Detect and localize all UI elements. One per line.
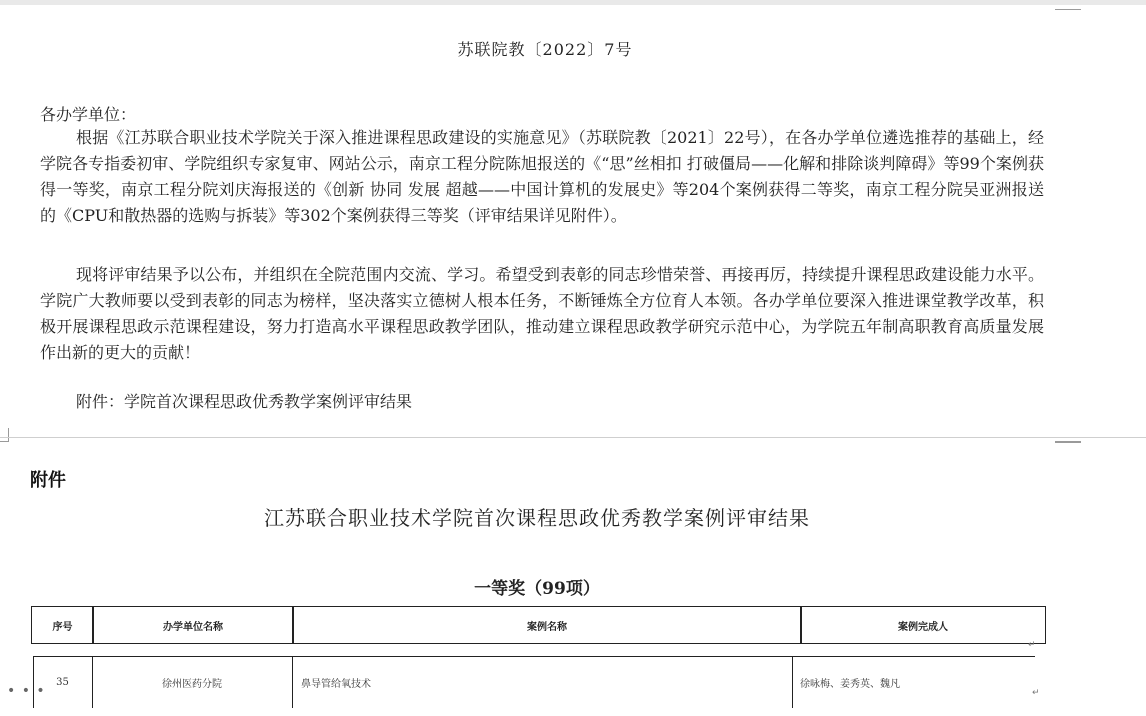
table-row [33, 656, 1035, 708]
prize-heading: 一等奖（99项） [474, 579, 600, 599]
table-header-unit: 办学单位名称 [92, 606, 294, 644]
attachment-reference: 附件：学院首次课程思政优秀教学案例评审结果 [76, 392, 413, 411]
cell-border [792, 656, 793, 708]
body-paragraph-2: 现将评审结果予以公布，并组织在全院范围内交流、学习。希望受到表彰的同志珍惜荣誉、再接再厉，持续提升课程思政建设能力水平。学院广大教师要以受到表彰的同志为榜样，坚决落实立德树人根本任务，不断锤炼全方位育人本领。各办学单位要深入推进课堂教学改革，积极开展课程思政示范课程建设，努力打造高水平课程思政教学团队，推动建立课程思政教学研究示范中心，为学院五年制高职教育高质量发展作出新的更大的贡献！ [40, 265, 1044, 362]
window-top-bar [0, 0, 1146, 5]
table-header-authors: 案例完成人 [800, 606, 1046, 644]
paragraph-mark: ↵ [1032, 688, 1040, 698]
body-paragraph-1: 根据《江苏联合职业技术学院关于深入推进课程思政建设的实施意见》（苏联院教〔2021〕22号），在各办学单位遴选推荐的基础上，经学院各专指委初审、学院组织专家复审、网站公示，南京工程分院陈旭报送的《“思”丝相扣 打破僵局——化解和排除谈判障碍》等99个案例获得一等奖，南京工程分院刘庆海报送的《创新 协同 发展 超越——中国计算机的发展史》等204个案例获得二等奖，南京工程分院吴亚洲报送的《CPU和散热器的选购与拆装》等302个案例获得三等奖（评审结果详见附件）。 [40, 128, 1044, 225]
page-break-divider [0, 437, 1146, 438]
row-unit: 徐州医药分院 [162, 678, 222, 690]
attachment-title: 江苏联合职业技术学院首次课程思政优秀教学案例评审结果 [264, 506, 810, 530]
row-case: 鼻导管给氧技术 [301, 678, 371, 690]
table-header-number: 序号 [31, 606, 94, 644]
cell-border [292, 656, 293, 708]
more-options-icon[interactable]: • • • [7, 683, 46, 699]
page-corner-marker [0, 441, 9, 442]
paragraph-mark: ↵ [1028, 640, 1036, 650]
page-corner-marker [1055, 0, 1081, 10]
attachment-label: 附件 [30, 470, 66, 491]
page-corner-marker [1055, 428, 1081, 442]
page-corner-marker [0, 428, 9, 442]
row-number: 35 [56, 676, 69, 688]
row-authors: 徐咏梅、姜秀英、魏凡 [800, 678, 900, 690]
document-number: 苏联院教〔2022〕7号 [457, 40, 633, 59]
table-header-case: 案例名称 [292, 606, 802, 644]
page-corner-marker [1055, 441, 1081, 443]
addressee: 各办学单位： [40, 105, 137, 124]
